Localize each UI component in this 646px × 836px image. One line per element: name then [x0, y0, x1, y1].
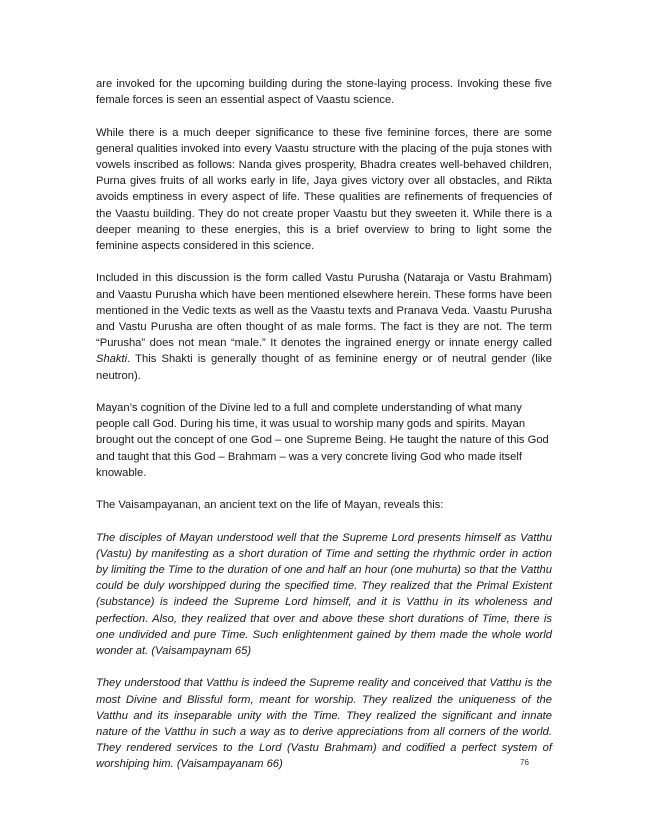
page-number: 76 — [520, 758, 529, 767]
paragraph-invocation: are invoked for the upcoming building during the stone-laying process. Invoking these five female forces is seen an essential aspect of Vaastu science. — [96, 78, 552, 107]
paragraph-vastu-purusha-text-end: . This Shakti is generally thought of as feminine energy or of neutral gender (like neutron). — [96, 353, 552, 382]
quote-vaisampaynam-65: The disciples of Mayan understood well that the Supreme Lord presents himself as Vatthu (Vastu) by manifesting as a short duration of Time and setting the rhythmic order in action by limiting the Time to the duration of one and half an hour (one muhurta) so that the Vatthu could be duly worshipped during the specified time. They realized that the Primal Existent (substance) is indeed the Supreme Lord himself, and it is Vatthu in its wholeness and perfection. Also, they realized that over and above these short durations of Time, there is one undivided and pure Time. Such enlightenment gained by them made the whole world wonder at. (Vaisampaynam 65) — [96, 531, 552, 658]
shakti-emphasis: Shakti — [96, 353, 128, 366]
page-body — [96, 76, 552, 789]
paragraph-mayan-cognition: Mayan’s cognition of the Divine led to a full and complete understanding of what many people call God. During his time, it was usual to worship many gods and spirits. Mayan brought out the concept of one God – one Supreme Being. He taught the nature of this God and taught that this God – Brahmam – was a very concrete living God who made itself knowable. — [96, 402, 549, 479]
paragraph-feminine-forces: While there is a much deeper significance to these five feminine forces, there are some general qualities invoked into every Vaastu structure with the placing of the puja stones with vowels inscribed as follows: Nanda gives prosperity, Bhadra creates well-behaved children, Purna gives fruits of all works early in life, Jaya gives victory over all obstacles, and Rikta avoids emptiness in every aspect of life. These qualities are refinements of frequencies of the Vaastu building. They do not create proper Vaastu but they sweeten it. While there is a deeper meaning to these energies, this is a brief overview to bring to light some the feminine aspects considered in this science. — [96, 126, 552, 253]
paragraph-vastu-purusha — [96, 270, 552, 383]
paragraph-vastu-purusha-text: Included in this discussion is the form called Vastu Purusha (Nataraja or Vastu Brahmam) and Vaastu Purusha which have been mentioned elsewhere herein. These forms have been mentioned in the Vedic texts as well as the Vaastu texts and Pranava Veda. Vaastu Purusha and Vastu Purusha are often thought of as male forms. The fact is they are not. The term “Purusha” does not mean “male.” It denotes the ingrained energy or innate energy called — [96, 272, 552, 350]
paragraph-vaisampayanan-intro: The Vaisampayanan, an ancient text on the life of Mayan, reveals this: — [96, 499, 444, 512]
quote-vaisampayanam-66: They understood that Vatthu is indeed the Supreme reality and conceived that Vatthu is the most Divine and Blissful form, meant for worship. They realized the uniqueness of the Vatthu and its inseparable unity with the Time. They realized the significant and innate nature of the Vatthu in such a way as to derive appreciations from all corners of the world. They rendered services to the Lord (Vastu Brahmam) and codified a perfect system of worshiping him. (Vaisampayanam 66) — [96, 677, 552, 771]
